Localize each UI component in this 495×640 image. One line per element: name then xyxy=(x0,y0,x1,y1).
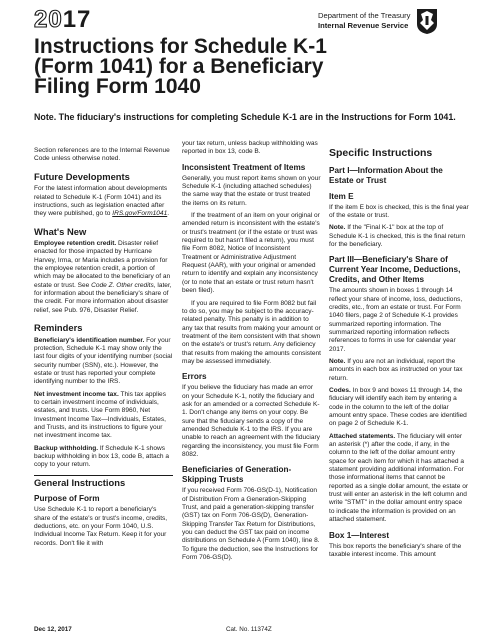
agency-text xyxy=(318,11,410,31)
box1-heading: Box 1—Interest xyxy=(329,530,390,540)
employee-retention-paragraph: Employee retention credit. Disaster relief enacted for those impacted by Hurricane Harvey, Irma, or Maria includes a provision for the employee retention credit, a portion of which may be allocated to the beneficiary of an estate or trust. See Code Z. Other credits, later, for information about the beneficiary's share of the credit. For more information about disaster relief, see Pub. 976, Disaster Relief. xyxy=(34,240,172,314)
box1-text: This box reports the beneficiary's share of the taxable interest income. This amount xyxy=(329,542,462,558)
fiduciary-note: Note. The fiduciary's instructions for completing Schedule K-1 are in the Instructions for Form 1041. xyxy=(34,112,456,122)
attached-statements-paragraph: Attached statements. The fiduciary will enter an asterisk (*) after the code, if any, in the column to the left of the dollar amount entry space for each item for which it has attached a statement providing additional information. For those informational items that cannot be reported as a single dollar amount, the estate or trust will enter an asterisk in the left column and write "STMT" in the dollar amount entry space to indicate the information is provided on an attached statement. xyxy=(329,432,469,524)
gst-text: If you received Form 706-GS(D-1), Notification of Distribution From a Generation-Skipping Trust, and paid a generation-skipping transfer (GST) tax on Form 706-GS(D), Generation-Skipping Transfer Tax Return for Distributions, you can deduct the GST tax paid on income distributions on Schedule A (Form 1040), line 8. To figure the deduction, see the Instructions for Form 706-GS(D). xyxy=(182,487,320,562)
final-k1-note: Note. If the "Final K-1" box at the top of Schedule K-1 is checked, this is the final return for the beneficiary. xyxy=(329,224,466,248)
column-1 xyxy=(34,147,173,552)
errors-text: If you believe the fiduciary has made an error on your Schedule K-1, notify the fiduciary and ask for an amended or a corrected Schedule K-1. Don't change any items on your copy. Be sure that the fiduciary sends a copy of the amended Schedule K-1 to the IRS. If you are unable to reach an agreement with the fiduciary regarding the inconsistency, you must file Form 8082. xyxy=(182,384,320,458)
purpose-heading: Purpose of Form xyxy=(34,494,100,504)
page-title xyxy=(34,37,464,97)
continued-text: your tax return, unless backup withholding was reported in box 13, code B. xyxy=(182,140,318,156)
year-suffix: 17 xyxy=(62,6,92,33)
future-developments-heading: Future Developments xyxy=(34,170,130,182)
reminders-heading: Reminders xyxy=(34,322,83,334)
errors-heading: Errors xyxy=(182,372,207,382)
year-prefix: 20 xyxy=(34,6,63,33)
item-e-text: If the item E box is checked, this is the final year of the estate or trust. xyxy=(329,203,469,219)
title-line: Filing Form 1040 xyxy=(34,75,201,98)
codes-paragraph: Codes. In box 9 and boxes 11 through 14, the fiduciary will identify each item by entering a code in the column to the left of the dollar amount entry space. These codes are identified on page 2 of Schedule K-1. xyxy=(329,387,467,428)
purpose-text: Use Schedule K-1 to report a beneficiary's share of the estate's or trust's income, credits, deductions, etc. on your Form 1040, U.S. Individual Income Tax Return. Keep it for your records. Don't file it with xyxy=(34,506,168,547)
gst-heading: Beneficiaries of Generation-Skipping Trusts xyxy=(182,465,292,485)
future-developments-text: For the latest information about developments related to Schedule K-1 (Form 1041) and its instructions, such as legislation enacted after they were published, go to IRS.gov/Form1041. xyxy=(34,185,170,218)
inconsistent-treatment-heading: Inconsistent Treatment of Items xyxy=(182,162,306,172)
general-instructions-heading: General Instructions xyxy=(34,475,173,489)
title-line: (Form 1041) for a Beneficiary xyxy=(34,55,324,78)
part1-heading: Part I—Information About the Estate or Trust xyxy=(329,165,443,185)
irs-eagle-logo-icon xyxy=(415,8,439,35)
inconsistent-paragraph-3: If you are required to file Form 8082 but fail to do so, you may be subject to the accuracy-related penalty. This penalty is in addition to any tax that results from making your amount or treatment of the item consistent with that shown on the estate's or trust's return. Any deficiency that results from making the amounts consistent may be assessed immediately. xyxy=(182,299,322,365)
item-e-heading: Item E xyxy=(329,191,354,201)
column-3 xyxy=(329,140,469,563)
section-reference-note: Section references are to the Internal Revenue Code unless otherwise noted. xyxy=(34,147,170,163)
whats-new-heading: What's New xyxy=(34,225,87,237)
inconsistent-paragraph-1: Generally, you must report items shown on your Schedule K-1 (including attached schedules) the same way that the estate or trust treated the items on its return. xyxy=(182,174,321,207)
column-2 xyxy=(182,140,321,566)
inconsistent-paragraph-2: If the treatment of an item on your original or amended return is inconsistent with the estate's or trust's treatment (or if the estate or trust was required to but hasn't filed a return), you must file Form 8082, Notice of Inconsistent Treatment or Administrative Adjustment Request (AAR), with your original or amended return to identify and explain any inconsistency (or to note that an estate or trust return hasn't been filed). xyxy=(182,212,320,295)
backup-withholding-paragraph: Backup withholding. If Schedule K-1 shows backup withholding in box 13, code B, attach a copy to your return. xyxy=(34,444,170,469)
agency-line1: Department of the Treasury xyxy=(318,11,411,20)
footer-date: Dec 12, 2017 xyxy=(34,626,72,633)
beneficiary-id-paragraph: Beneficiary's identification number. For your protection, Schedule K-1 may show only the last four digits of your identifying number (social security number (SSN), etc.). However, the estate or trust has reported your complete identifying number to the IRS. xyxy=(34,336,173,386)
non-individual-note: Note. If you are not an individual, report the amounts in each box as instructed on your tax return. xyxy=(329,357,463,382)
part3-text: The amounts shown in boxes 1 through 14 reflect your share of income, loss, deductions, credits, etc., from an estate or trust. For Form 1040 filers, page 2 of Schedule K-1 provides summarized reporting information. The summarized reporting information reflects references to forms in use for calendar year 2017. xyxy=(329,287,463,353)
niit-paragraph: Net investment income tax. This tax applies to certain investment income of individuals, estates, and trusts. Use Form 8960, Net Investment Income Tax—Individuals, Estates, and Trusts, and its instructions to figure your net investment income tax. xyxy=(34,390,166,440)
footer-cat-number: Cat. No. 11374Z xyxy=(226,626,272,633)
agency-block xyxy=(318,8,439,35)
specific-instructions-heading: Specific Instructions xyxy=(329,147,433,159)
irs-form1041-link[interactable]: IRS.gov/Form1041 xyxy=(112,210,168,218)
part3-heading: Part III—Beneficiary's Share of Current Year Income, Deductions, Credits, and Other Items xyxy=(329,255,461,285)
form-year xyxy=(34,6,91,34)
agency-line2: Internal Revenue Service xyxy=(318,21,409,30)
title-line: Instructions for Schedule K-1 xyxy=(34,35,327,58)
